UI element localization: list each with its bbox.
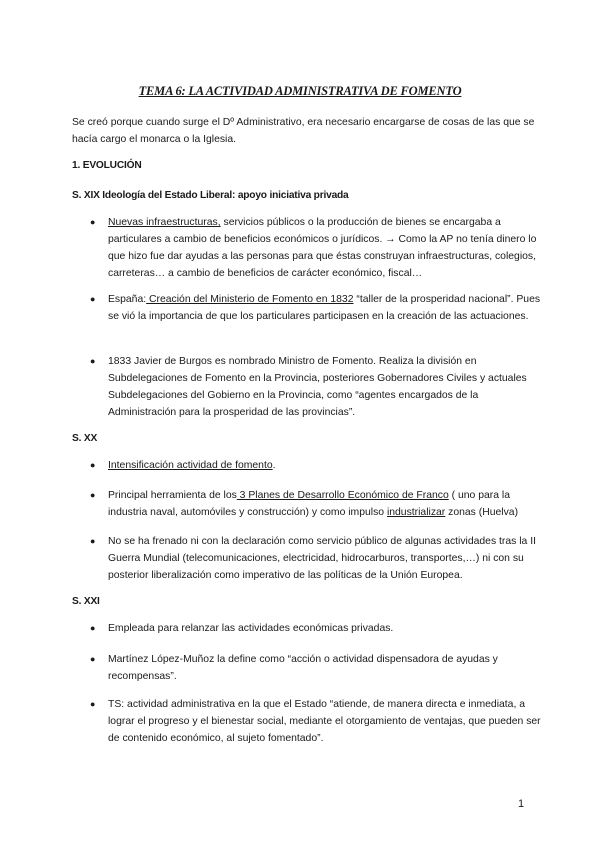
item-text: ( uno para la industria naval, automóviles y construcción) y como impulso (108, 490, 510, 518)
bullet-icon: ● (90, 217, 96, 227)
page-number: 1 (518, 798, 525, 810)
intro-paragraph: Se creó porque cuando surge el Dº Administrativo, era necesario encargarse de cosas de las que se hacía cargo el monarca o la Iglesia. (72, 117, 535, 145)
list-item-s19-1 (108, 214, 542, 282)
list-item-s21-3: TS: actividad administrativa en la que el Estado “atiende, de manera directa e inmediata, a lograr el progreso y el bienestar social, mediante el otorgamiento de ventajas, que pueden ser de contenido económico, al sujeto fomentado”. (108, 699, 541, 744)
list-item-s19-3: 1833 Javier de Burgos es nombrado Ministro de Fomento. Realiza la división en Subdelegaciones de Fomento en la Provincia, posteriores Gobernadores Civiles y actuales Subdelegaciones del Gobierno en la Provincia, como “agentes encargados de la Administración para la prosperidad de las provincias”. (108, 356, 527, 418)
section-heading-evolucion: 1. EVOLUCIÓN (72, 160, 142, 171)
list-item-s21-2: Martínez López-Muñoz la define como “acción o actividad dispensadora de ayudas y recompensas”. (108, 654, 498, 682)
bullet-icon: ● (90, 356, 96, 366)
underlined-text: Intensificación actividad de fomento (108, 460, 273, 471)
item-text: . (272, 460, 276, 471)
item-text: zonas (Huelva) (445, 507, 519, 518)
list-item-s19-2 (108, 291, 542, 325)
list-item-s20-3: No se ha frenado ni con la declaración como servicio público de algunas actividades tras la II Guerra Mundial (telecomunicaciones, electricidad, hidrocarburos, transportes,…) ni con su posterior liberalización como imperativo de las políticas de la Unión Europea. (108, 536, 536, 581)
item-text: España: (108, 294, 147, 305)
document-title: TEMA 6: LA ACTIVIDAD ADMINISTRATIVA DE FOMENTO (138, 84, 462, 98)
item-text: Principal herramienta de los (108, 490, 237, 501)
heading-s-xix: S. XIX Ideología del Estado Liberal: apoyo iniciativa privada (72, 190, 349, 201)
list-item-s20-2 (108, 487, 542, 521)
bullet-icon: ● (90, 536, 96, 546)
bullet-icon: ● (90, 623, 96, 633)
heading-s-xx: S. XX (72, 433, 98, 444)
underlined-text: Creación del Ministerio de Fomento en 1832 (146, 294, 354, 305)
item-text: servicios públicos o la producción de bienes se encargaba a particulares a cambio de beneficios económicos o jurídicos. → Como la AP no tenía dinero lo que hizo fue dar ayudas a las personas para que éstas construyan infraestructuras, colegios, carreteras… a cambio de beneficios de carácter económico, fiscal… (108, 217, 537, 279)
heading-s-xxi: S. XXI (72, 596, 100, 607)
bullet-icon: ● (90, 460, 96, 470)
list-item-s20-1 (108, 457, 542, 474)
bullet-icon: ● (90, 699, 96, 709)
bullet-icon: ● (90, 654, 96, 664)
list-item-s21-1: Empleada para relanzar las actividades económicas privadas. (108, 623, 394, 634)
underlined-text: 3 Planes de Desarrollo Económico de Franco (236, 490, 449, 501)
item-text: “taller de la prosperidad nacional”. Pues se vió la importancia de que los particulares participasen en la creación de las actuaciones. (108, 294, 541, 322)
bullet-icon: ● (90, 294, 96, 304)
underlined-text: industrializar (386, 507, 446, 518)
bullet-icon: ● (90, 490, 96, 500)
underlined-text: Nuevas infraestructuras, (108, 217, 221, 228)
